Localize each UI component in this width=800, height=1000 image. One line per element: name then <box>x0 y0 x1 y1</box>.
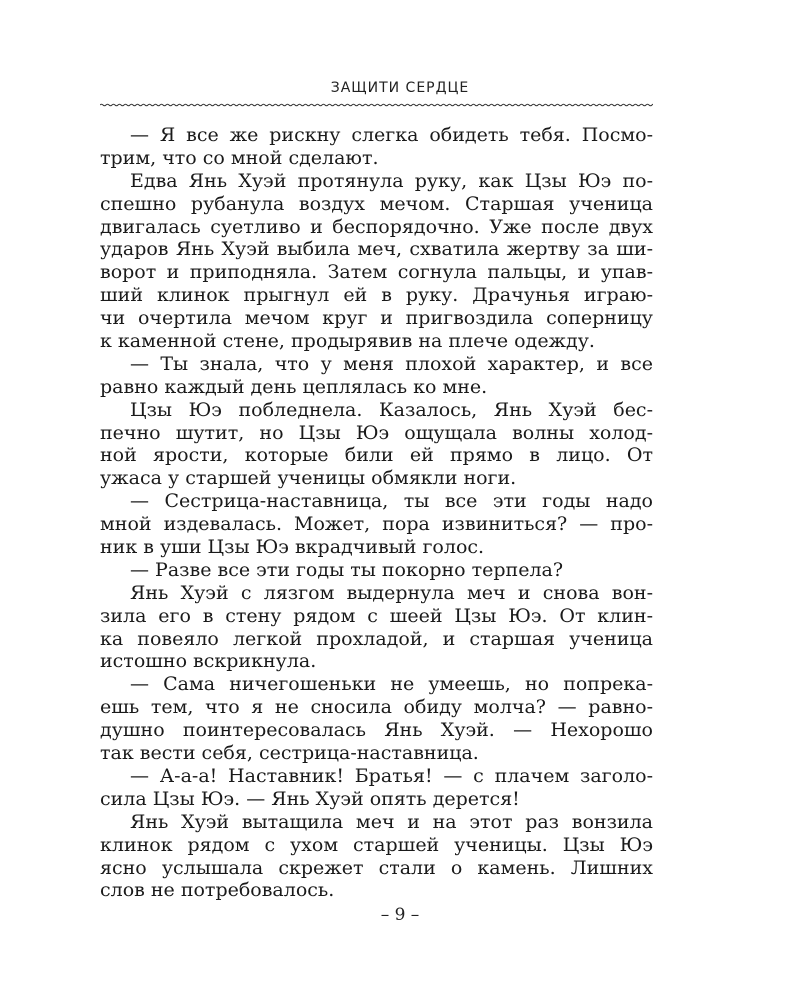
text-line: ешь тем, что я не сносила обиду молча? — равно- <box>100 696 653 719</box>
text-line: — Сама ничегошеньки не умеешь, но попрека- <box>130 673 653 696</box>
text-line: слов не потребовалось. <box>100 879 335 902</box>
text-line: печно шутит, но Цзы Юэ ощущала волны холод- <box>100 421 653 444</box>
text-line: ной ярости, которые били ей прямо в лицо. От <box>100 444 653 467</box>
running-title: ЗАЩИТИ СЕРДЦЕ <box>330 80 470 96</box>
text-line: так вести себя, сестрица-наставница. <box>100 742 479 765</box>
text-line: сила Цзы Юэ. — Янь Хуэй опять дерется! <box>100 787 520 810</box>
wavy-divider <box>100 100 653 110</box>
text-line: чи очертила мечом круг и пригвоздила соперницу <box>100 307 653 330</box>
text-line: душно поинтересовалась Янь Хуэй. — Нехорошо <box>100 719 653 742</box>
text-line: Цзы Юэ побледнела. Казалось, Янь Хуэй бес- <box>130 398 653 421</box>
text-line: клинок рядом с ухом старшей ученицы. Цзы Юэ <box>100 833 653 856</box>
page-number: – 9 – <box>380 905 420 925</box>
text-line: ужаса у старшей ученицы обмякли ноги. <box>100 467 517 490</box>
text-line: ший клинок прыгнул ей в руку. Драчунья играю- <box>100 284 653 307</box>
text-line: — Сестрица-наставница, ты все эти годы надо <box>130 490 653 513</box>
text-line: Янь Хуэй с лязгом выдернула меч и снова вон- <box>130 581 653 604</box>
text-line: спешно рубанула воздух мечом. Старшая ученица <box>100 192 653 215</box>
text-line: равно каждый день цеплялась ко мне. <box>100 375 488 398</box>
text-line: двигалась суетливо и беспорядочно. Уже после двух <box>100 215 653 238</box>
text-line: ворот и приподняла. Затем согнула пальцы, и упав- <box>100 261 653 284</box>
body-text <box>100 124 653 902</box>
text-line: истошно вскрикнула. <box>100 650 317 673</box>
text-line: Едва Янь Хуэй протянула руку, как Цзы Юэ по- <box>130 169 653 192</box>
text-line: — Разве все эти годы ты покорно терпела? <box>130 558 564 581</box>
text-line: мной издевалась. Может, пора извиниться? — про- <box>100 513 653 536</box>
text-line: ка повеяло легкой прохладой, и старшая ученица <box>100 627 653 650</box>
text-line: трим, что со мной сделают. <box>100 146 379 169</box>
text-line: к каменной стене, продырявив на плече одежду. <box>100 330 595 353</box>
text-line: ник в уши Цзы Юэ вкрадчивый голос. <box>100 536 485 559</box>
text-line: ударов Янь Хуэй выбила меч, схватила жертву за ши- <box>100 238 653 261</box>
text-line: — А-а-а! Наставник! Братья! — с плачем заголо- <box>130 764 653 787</box>
text-line: Янь Хуэй вытащила меч и на этот раз вонзила <box>130 810 653 833</box>
text-line: ясно услышала скрежет стали о камень. Лишних <box>100 856 653 879</box>
text-line: — Я все же рискну слегка обидеть тебя. Посмо- <box>130 124 653 146</box>
text-line: зила его в стену рядом с шеей Цзы Юэ. От клин- <box>100 604 653 627</box>
text-line: — Ты знала, что у меня плохой характер, и все <box>130 352 653 375</box>
